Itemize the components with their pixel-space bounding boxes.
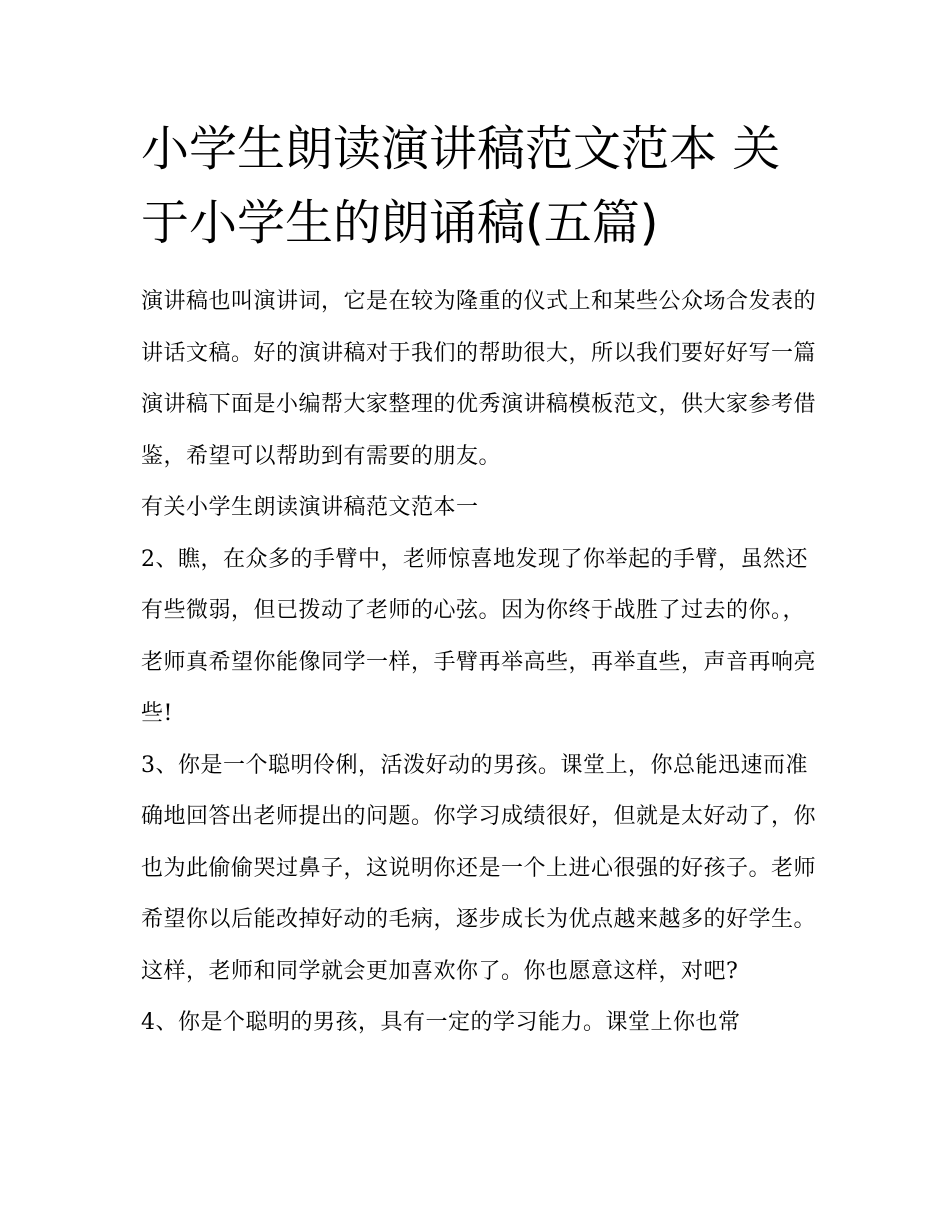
section-heading: 有关小学生朗读演讲稿范文范本一	[141, 495, 479, 520]
intro-paragraph: 演讲稿也叫演讲词，它是在较为隆重的仪式上和某些公众场合发表的讲话文稿。好的演讲稿对于我们的帮助很大，所以我们要好好写一篇演讲稿下面是小编帮大家整理的优秀演讲稿模板范文，供大家参考借鉴，希望可以帮助到有需要的朋友。	[141, 289, 817, 469]
document-title: 小学生朗读演讲稿范文范本 关于小学生的朗诵稿(五篇)	[141, 121, 781, 251]
body-paragraph-2: 2、瞧，在众多的手臂中，老师惊喜地发现了你举起的手臂，虽然还有些微弱，但已拨动了老师的心弦。因为你终于战胜了过去的你。，老师真希望你能像同学一样，手臂再举高些，再举直些，声音再响亮些!	[141, 546, 817, 726]
body-paragraph-4: 4、你是个聪明的男孩，具有一定的学习能力。课堂上你也常	[141, 1010, 741, 1035]
document-body	[141, 276, 821, 1049]
body-paragraph-3: 3、你是一个聪明伶俐，活泼好动的男孩。课堂上，你总能迅速而准确地回答出老师提出的问题。你学习成绩很好，但就是太好动了，你也为此偷偷哭过鼻子，这说明你还是一个上进心很强的好孩子。老师希望你以后能改掉好动的毛病，逐步成长为优点越来越多的好学生。这样，老师和同学就会更加喜欢你了。你也愿意这样，对吧?	[141, 752, 817, 984]
